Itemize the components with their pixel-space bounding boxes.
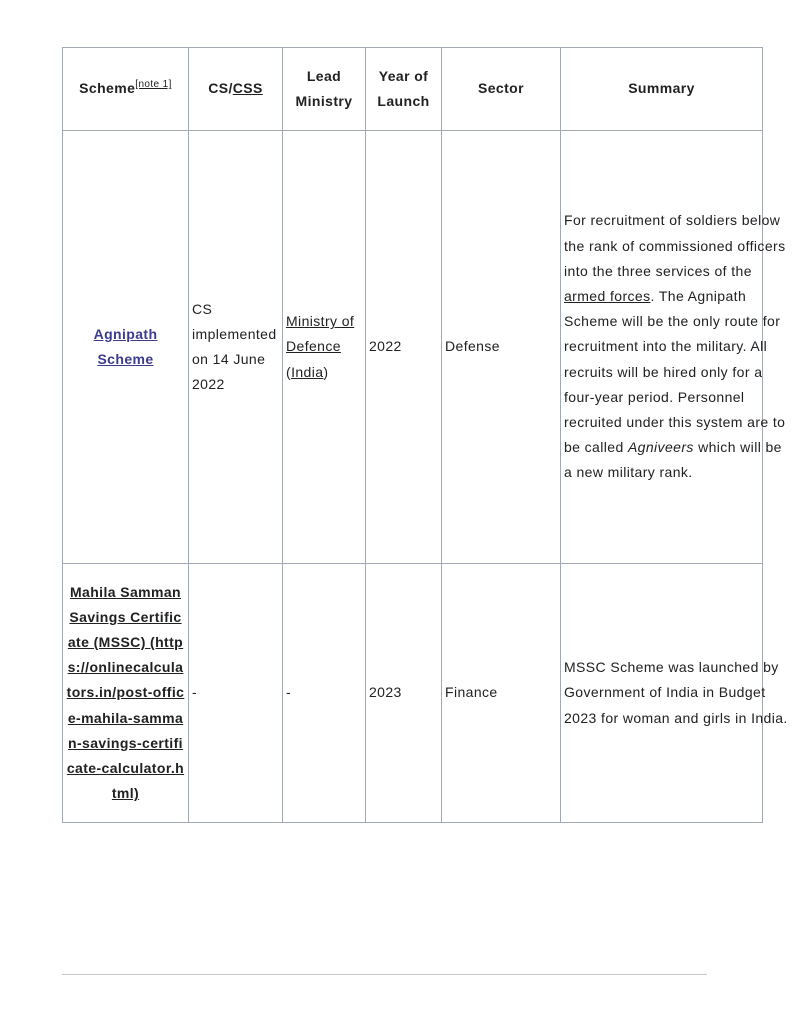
table-row	[63, 131, 763, 564]
footer-divider	[62, 974, 707, 975]
ministry-cell: -	[283, 564, 366, 823]
summary-italic-term: Agniveers	[627, 439, 694, 456]
year-cell: 2023	[366, 564, 442, 823]
table-container	[62, 47, 788, 827]
css-link[interactable]: CSS	[232, 80, 263, 97]
summary-text	[564, 208, 794, 485]
scheme-cell	[63, 564, 189, 823]
scheme-cell	[63, 131, 189, 564]
summary-part-1: For recruitment of soldiers below the rank of commissioned officers into the three services of the	[564, 212, 786, 279]
summary-part-2: . The Agnipath Scheme will be the only route for recruitment into the military. All recruits will be hired only for a four-year period. Personnel recruited under this system are to be called	[564, 287, 786, 456]
india-link[interactable]: India	[291, 363, 324, 380]
agnipath-scheme-link[interactable]: Agnipath Scheme	[93, 325, 158, 367]
armed-forces-link[interactable]: armed forces	[564, 287, 651, 304]
sector-cell: Defense	[442, 131, 561, 564]
header-scheme-label: Scheme	[79, 80, 136, 97]
summary-part-3: which will be a new military rank.	[564, 439, 782, 481]
note-1-link[interactable]: [note 1]	[135, 79, 172, 91]
header-sector: Sector	[442, 48, 561, 131]
ministry-paren-open: (	[286, 363, 292, 380]
cs-cell: -	[189, 564, 283, 823]
header-scheme	[63, 48, 189, 131]
ministry-cell	[283, 131, 366, 564]
ministry-of-defence-link[interactable]: Ministry of Defence	[286, 313, 355, 355]
mssc-name: Mahila Samman Savings Certificate (MSSC)	[67, 583, 182, 650]
ministry-paren-close: )	[323, 363, 329, 380]
cs-cell: CS implemented on 14 June 2022	[189, 131, 283, 564]
sector-cell: Finance	[442, 564, 561, 823]
year-cell: 2022	[366, 131, 442, 564]
summary-cell	[561, 564, 788, 823]
schemes-table	[62, 47, 788, 823]
table-header-row	[63, 48, 763, 131]
summary-text: MSSC Scheme was launched by Government of India in Budget 2023 for woman and girls in India.	[564, 659, 788, 726]
header-summary: Summary	[561, 48, 763, 131]
header-lead-ministry: Lead Ministry	[283, 48, 366, 131]
mssc-url: (https://onlinecalculators.in/post-office-mahila-samman-savings-certificate-calculator.html)	[66, 633, 185, 802]
mssc-link[interactable]	[67, 584, 185, 802]
table-row	[63, 564, 763, 823]
header-cs-label: CS/	[208, 80, 233, 97]
summary-cell	[561, 131, 786, 564]
header-cs-css	[189, 48, 283, 131]
header-year-of-launch: Year of Launch	[366, 48, 442, 131]
